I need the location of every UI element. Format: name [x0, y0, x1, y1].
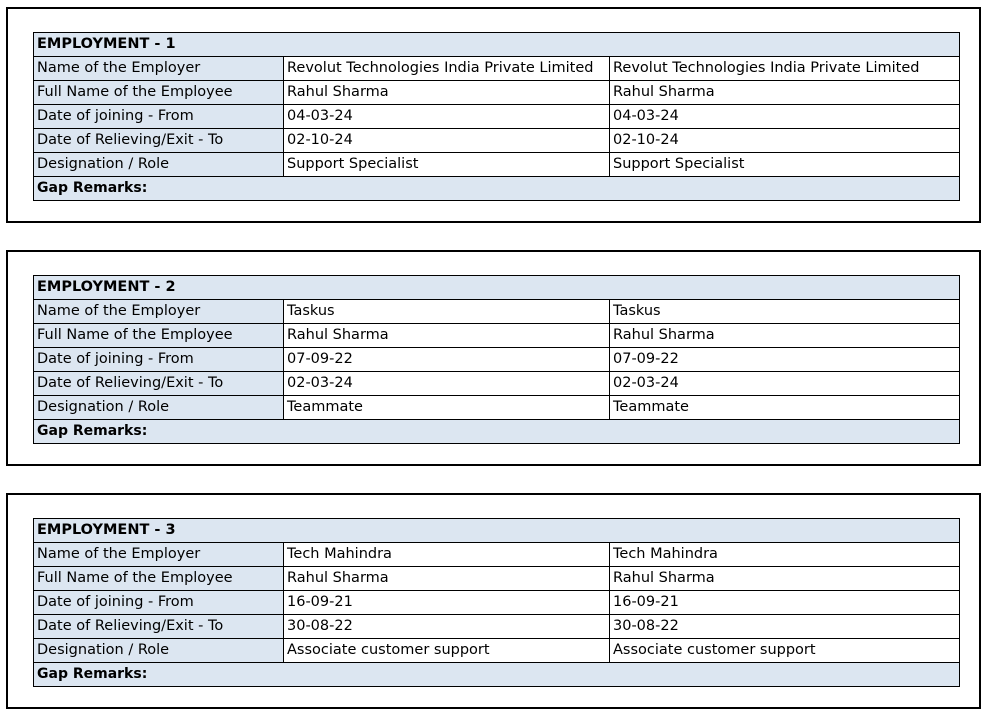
table-row	[34, 372, 960, 396]
table-row	[34, 129, 960, 153]
row-value-2: Tech Mahindra	[610, 543, 960, 567]
row-value-1: Revolut Technologies India Private Limited	[284, 57, 610, 81]
row-value-1: Taskus	[284, 300, 610, 324]
row-value-1: Rahul Sharma	[284, 324, 610, 348]
row-value-1: 30-08-22	[284, 615, 610, 639]
row-label: Designation / Role	[34, 639, 284, 663]
table-row	[34, 81, 960, 105]
employment-2-table	[33, 275, 960, 444]
row-label: Full Name of the Employee	[34, 324, 284, 348]
row-value-2: 16-09-21	[610, 591, 960, 615]
table-row	[34, 324, 960, 348]
row-value-2: Rahul Sharma	[610, 324, 960, 348]
table-row	[34, 57, 960, 81]
row-label: Designation / Role	[34, 153, 284, 177]
row-value-2: Taskus	[610, 300, 960, 324]
employment-1-table	[33, 32, 960, 201]
row-value-2: 02-03-24	[610, 372, 960, 396]
employment-2-header-row	[34, 276, 960, 300]
row-value-2: 07-09-22	[610, 348, 960, 372]
row-value-2: 04-03-24	[610, 105, 960, 129]
table-row	[34, 543, 960, 567]
row-label: Full Name of the Employee	[34, 567, 284, 591]
row-value-1: Teammate	[284, 396, 610, 420]
row-value-2: Teammate	[610, 396, 960, 420]
row-value-2: Revolut Technologies India Private Limited	[610, 57, 960, 81]
row-label: Date of joining - From	[34, 348, 284, 372]
table-row	[34, 396, 960, 420]
row-value-1: Associate customer support	[284, 639, 610, 663]
row-label: Date of Relieving/Exit - To	[34, 372, 284, 396]
table-row	[34, 567, 960, 591]
row-value-2: 02-10-24	[610, 129, 960, 153]
row-label: Full Name of the Employee	[34, 81, 284, 105]
row-value-2: Rahul Sharma	[610, 81, 960, 105]
row-value-2: Support Specialist	[610, 153, 960, 177]
table-row	[34, 105, 960, 129]
gap-remarks-label: Gap Remarks:	[34, 177, 960, 201]
gap-remarks-row	[34, 663, 960, 687]
row-value-1: 07-09-22	[284, 348, 610, 372]
row-value-1: 02-10-24	[284, 129, 610, 153]
employment-3-panel	[6, 493, 981, 709]
employment-2-panel	[6, 250, 981, 466]
gap-remarks-row	[34, 420, 960, 444]
row-label: Date of joining - From	[34, 105, 284, 129]
employment-3-header-row	[34, 519, 960, 543]
table-row	[34, 615, 960, 639]
employment-3-title: EMPLOYMENT - 3	[34, 519, 960, 543]
row-value-2: 30-08-22	[610, 615, 960, 639]
row-label: Date of Relieving/Exit - To	[34, 129, 284, 153]
row-label: Designation / Role	[34, 396, 284, 420]
row-value-1: 16-09-21	[284, 591, 610, 615]
row-value-1: Support Specialist	[284, 153, 610, 177]
row-value-1: Rahul Sharma	[284, 81, 610, 105]
row-label: Date of Relieving/Exit - To	[34, 615, 284, 639]
row-label: Name of the Employer	[34, 57, 284, 81]
row-value-1: 04-03-24	[284, 105, 610, 129]
gap-remarks-label: Gap Remarks:	[34, 420, 960, 444]
table-row	[34, 348, 960, 372]
row-label: Name of the Employer	[34, 300, 284, 324]
row-value-2: Rahul Sharma	[610, 567, 960, 591]
employment-1-header-row	[34, 33, 960, 57]
row-label: Name of the Employer	[34, 543, 284, 567]
table-row	[34, 153, 960, 177]
employment-2-title: EMPLOYMENT - 2	[34, 276, 960, 300]
row-label: Date of joining - From	[34, 591, 284, 615]
gap-remarks-label: Gap Remarks:	[34, 663, 960, 687]
table-row	[34, 639, 960, 663]
row-value-1: 02-03-24	[284, 372, 610, 396]
employment-3-table	[33, 518, 960, 687]
gap-remarks-row	[34, 177, 960, 201]
employment-1-panel	[6, 7, 981, 223]
table-row	[34, 591, 960, 615]
row-value-2: Associate customer support	[610, 639, 960, 663]
employment-1-title: EMPLOYMENT - 1	[34, 33, 960, 57]
row-value-1: Tech Mahindra	[284, 543, 610, 567]
row-value-1: Rahul Sharma	[284, 567, 610, 591]
table-row	[34, 300, 960, 324]
